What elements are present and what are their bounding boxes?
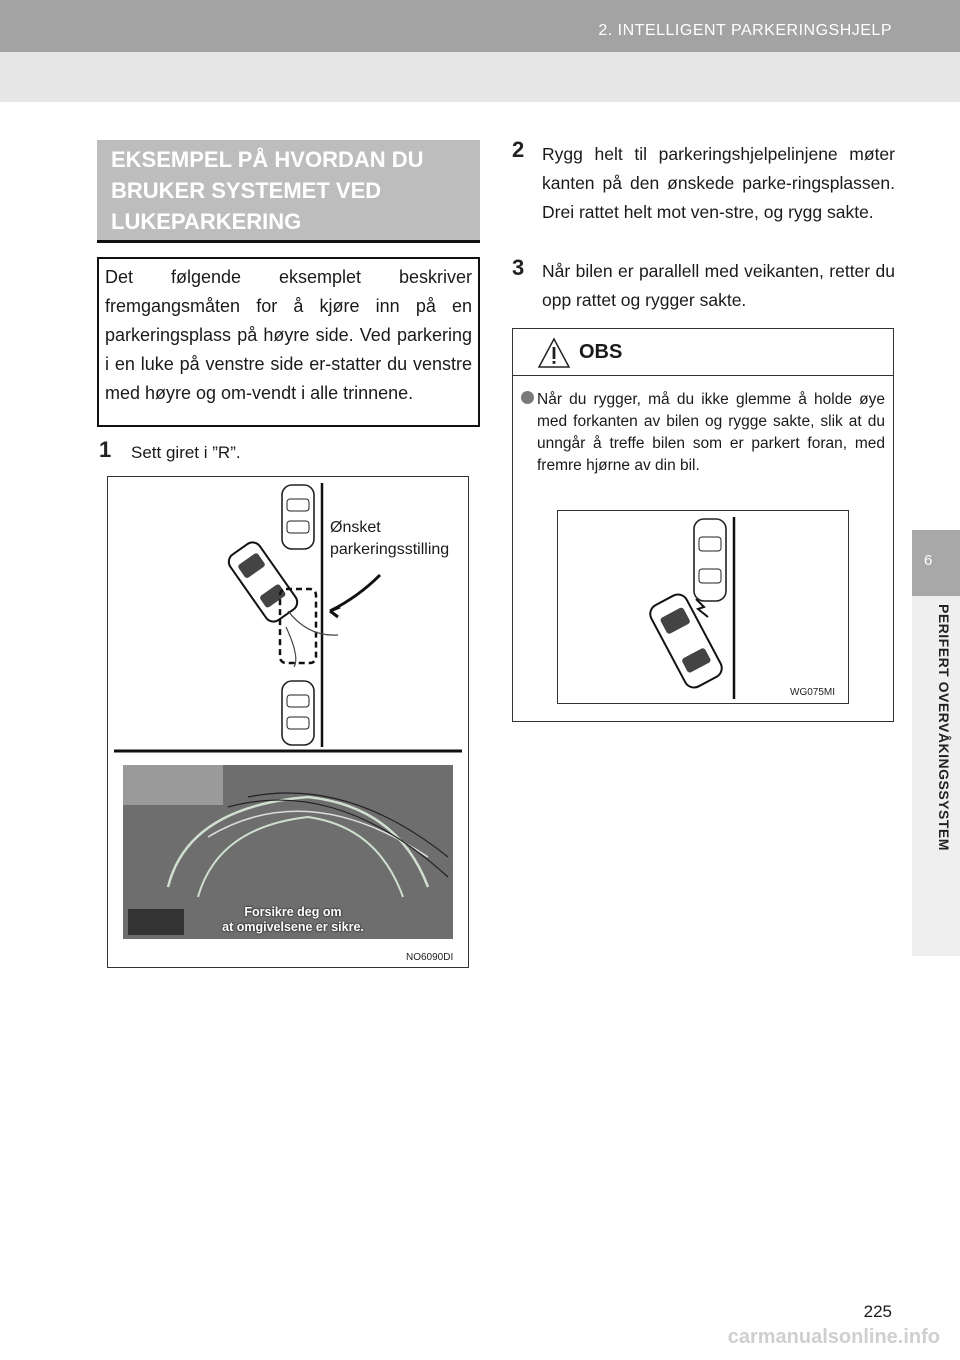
chapter-number: 6 — [924, 552, 933, 569]
target-label-line-2: parkeringsstilling — [330, 541, 450, 558]
step-3-text: Når bilen er parallell med veikanten, retter du opp rattet og rygger sakte. — [542, 261, 895, 310]
collision-diagram — [558, 511, 848, 703]
page-number: 225 — [863, 1302, 892, 1321]
warning-icon — [537, 337, 571, 369]
step-2-text: Rygg helt til parkeringshjelpelinjene møter kanten på den ønskede parke-ringsplassen. Drei rattet helt mot ven-stre, og rygg sakte. — [542, 144, 895, 222]
watermark: carmanualsonline.info — [727, 1326, 940, 1348]
intro-box: Det følgende eksemplet beskriver fremgangsmåten for å kjøre inn på en parkeringsplass på høyre side. Ved parkering i en luke på venstre side er-statter du venstre med høyre og om-vendt i alle trinnene. — [97, 257, 480, 427]
header-subbar — [0, 52, 960, 102]
caution-header — [513, 329, 893, 376]
parked-car-front — [282, 485, 314, 549]
section-title: EKSEMPEL PÅ HVORDAN DU BRUKER SYSTEMET VED LUKEPARKERING — [97, 140, 480, 243]
figure-code: NO6090DI — [406, 952, 454, 963]
target-label-line-1: Ønsket — [330, 519, 381, 536]
own-car-angled — [647, 591, 726, 691]
parked-car — [694, 519, 726, 601]
chapter-tab-label: PERIFERT OVERVÅKINGSSYSTEM — [936, 604, 952, 851]
target-position-label — [330, 517, 449, 561]
step-1-number: 1 — [99, 437, 112, 462]
screen-message-line-2: at omgivelsene er sikre. — [222, 920, 364, 934]
bullet-icon — [521, 391, 534, 404]
caution-title: OBS — [579, 341, 623, 363]
chapter-title: 2. INTELLIGENT PARKERINGSHJELP — [598, 22, 892, 39]
step-1-text: Sett giret i ”R”. — [131, 443, 241, 462]
step-2-number: 2 — [512, 137, 525, 162]
screen-warning-message — [208, 905, 378, 935]
chapter-tab — [912, 530, 960, 596]
step-3-number: 3 — [512, 255, 525, 280]
parking-illustration — [107, 476, 469, 968]
caution-text: Når du rygger, må du ikke glemme å holde øye med forkanten av bilen og rygge sakte, slik at du unngår å treffe bilen som er parkert foran, med fremre hjørne av din bil. — [537, 391, 885, 474]
figure-code: WG075MI — [790, 687, 836, 698]
screen-message-line-1: Forsikre deg om — [244, 905, 342, 919]
parked-car-rear — [282, 681, 314, 745]
collision-illustration — [557, 510, 849, 704]
